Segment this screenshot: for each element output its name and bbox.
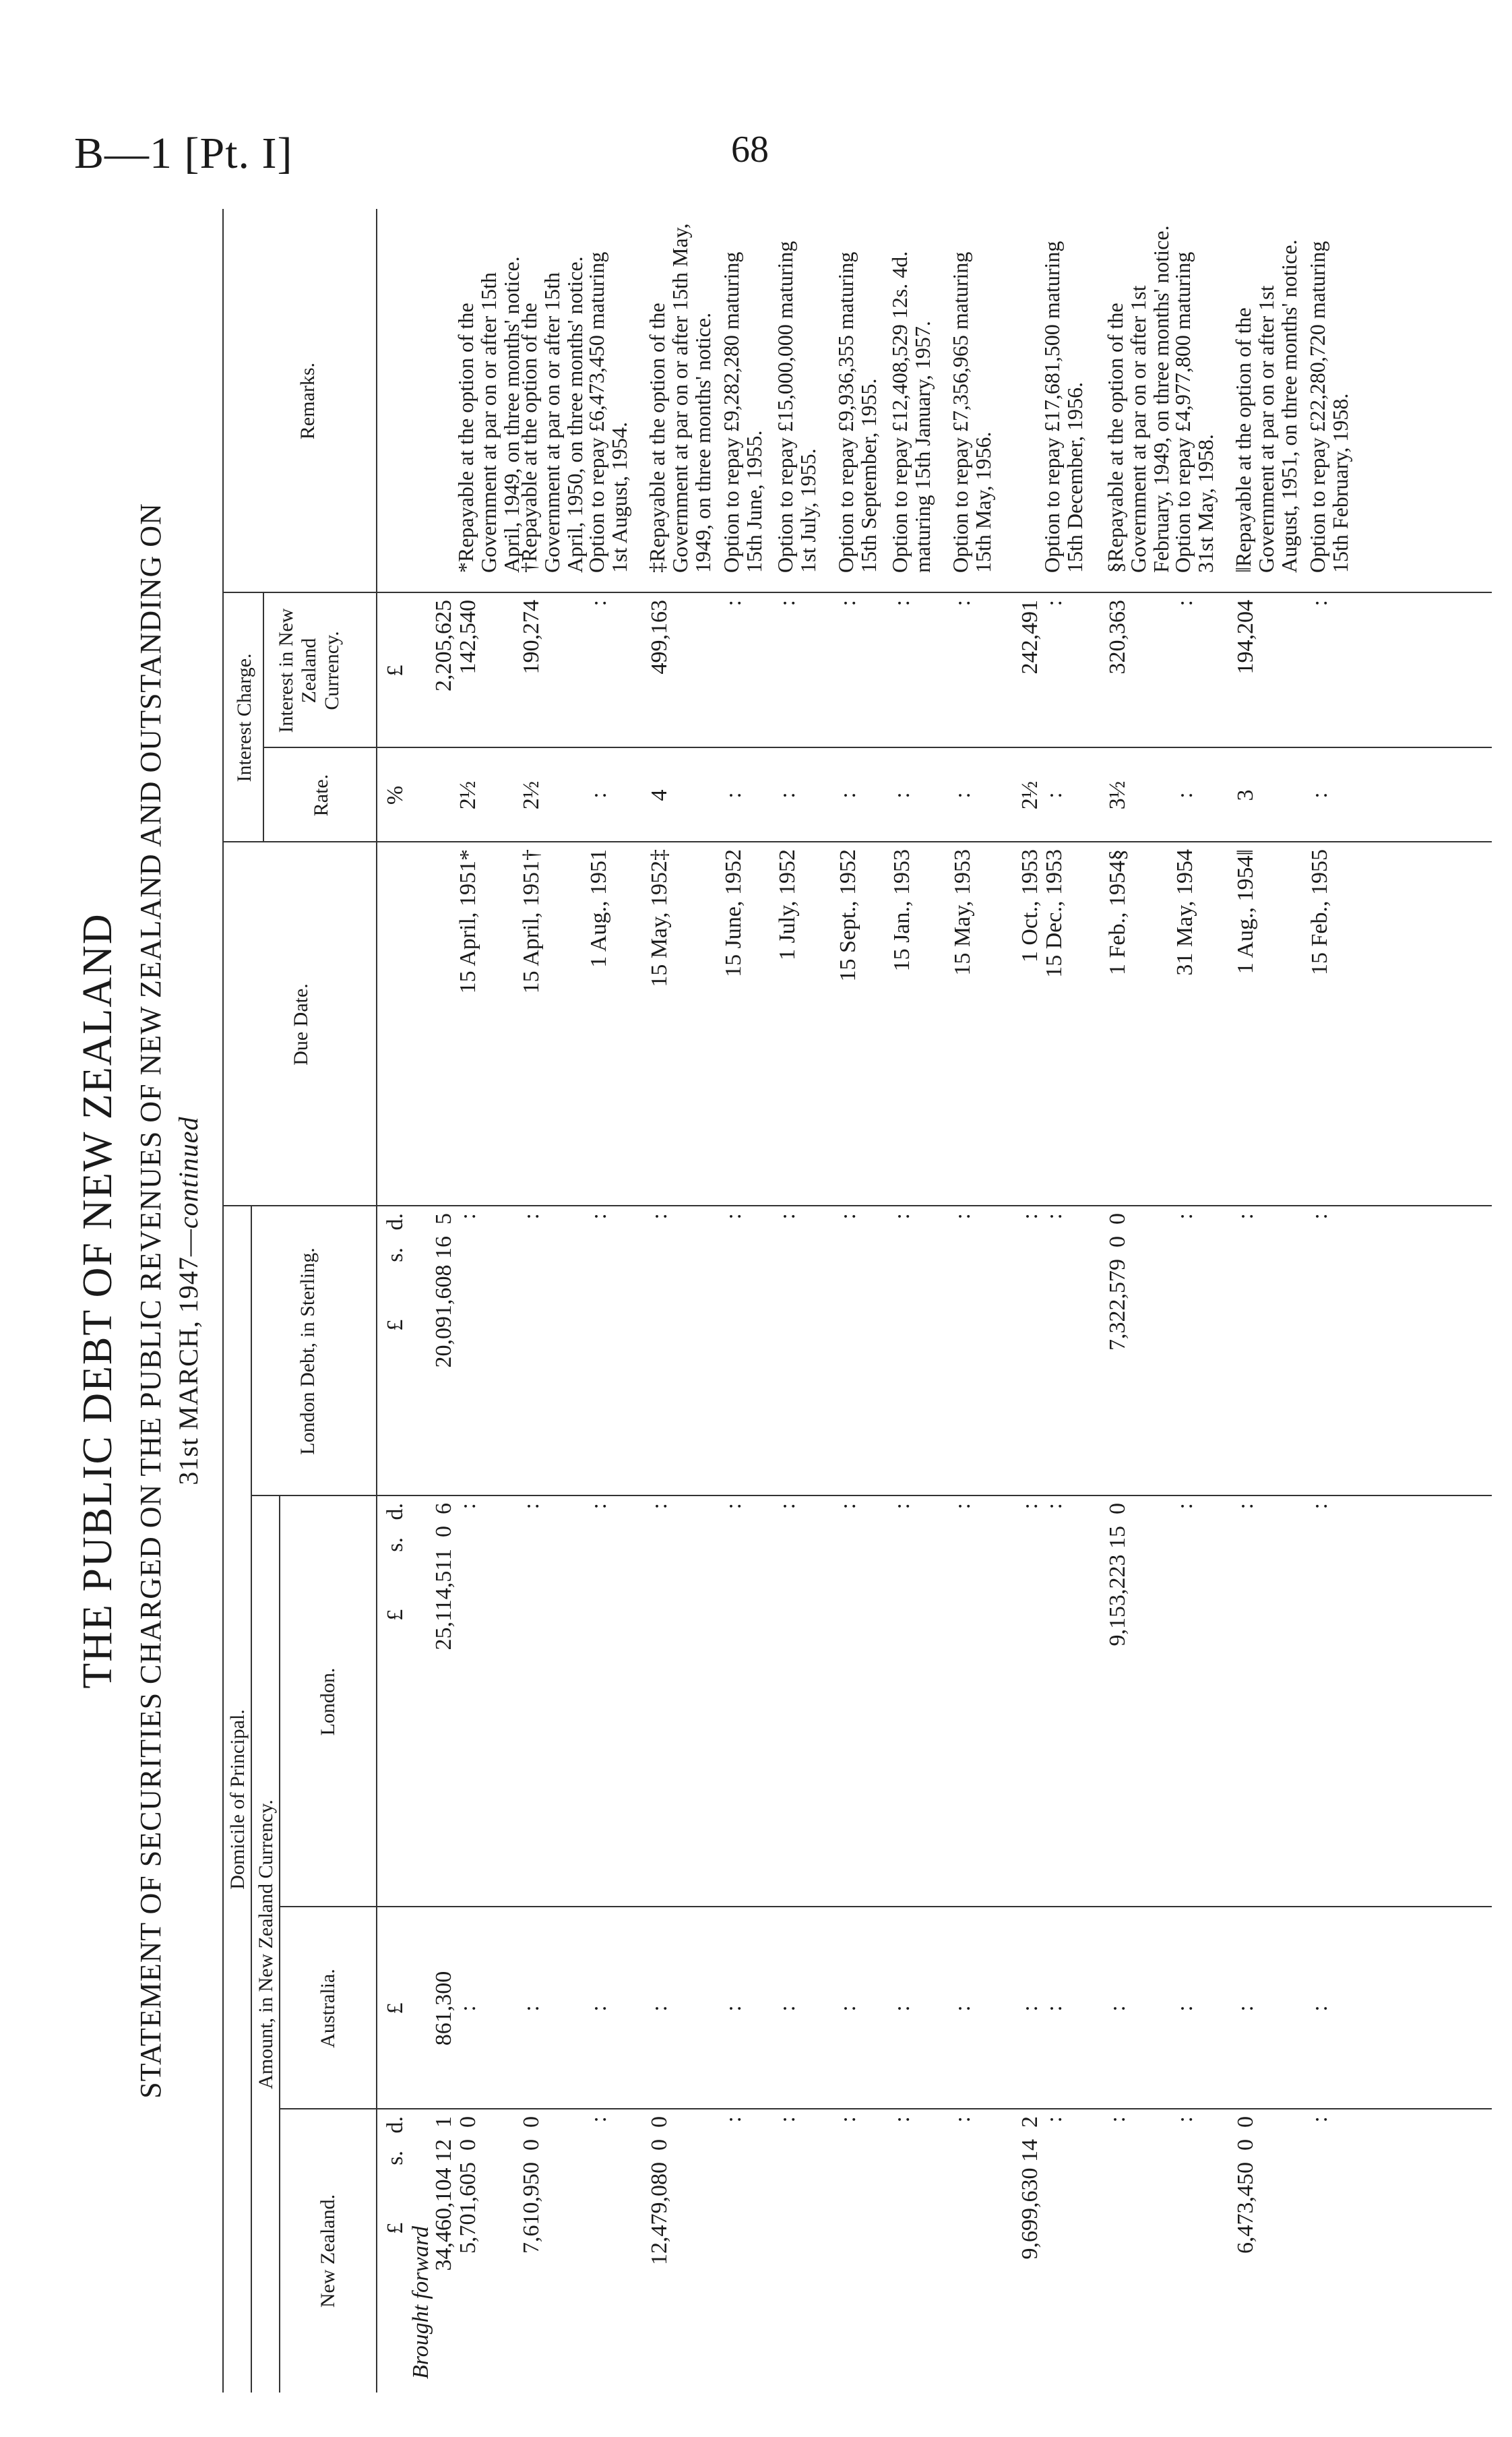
cell-lon: : <box>950 1503 975 1510</box>
cell-rate: 2½ <box>1017 780 1042 810</box>
header-remarks: Remarks. <box>296 362 319 440</box>
cell-nz: : <box>775 2116 800 2123</box>
cell-int: : <box>1307 600 1332 607</box>
cell-due: 15 Dec., 1953 <box>1042 849 1067 978</box>
cell-int: : <box>836 600 860 607</box>
cell-ld: : <box>836 1213 860 1220</box>
cell-lon: : <box>836 1503 860 1510</box>
cell-au: : <box>836 2005 860 2012</box>
units-int: £ <box>383 665 408 677</box>
cell-nz: 34,460,104 12 1 <box>431 2116 456 2271</box>
cell-lon: : <box>519 1503 544 1510</box>
cell-due: 1 July, 1952 <box>775 849 800 960</box>
cell-ld: : <box>647 1213 672 1220</box>
cell-au: : <box>1307 2005 1332 2012</box>
cell-rate: : <box>586 792 611 799</box>
cell-int: 142,540 <box>455 600 480 675</box>
page-title: THE PUBLIC DEBT OF NEW ZEALAND <box>75 913 121 1689</box>
cell-nz: 9,699,630 14 2 <box>1017 2116 1042 2260</box>
cell-nz: : <box>721 2116 746 2123</box>
cell-au: : <box>721 2005 746 2012</box>
page-number: 68 <box>731 129 769 171</box>
cell-rate: : <box>889 792 914 799</box>
cell-lon: : <box>586 1503 611 1510</box>
cell-au: : <box>1233 2005 1258 2012</box>
cell-au: : <box>1042 2005 1067 2012</box>
cell-int: 194,204 <box>1233 600 1258 675</box>
cell-lon: 9,153,223 15 0 <box>1105 1503 1130 1646</box>
cell-nz: : <box>889 2116 914 2123</box>
cell-rate: : <box>1042 792 1067 799</box>
cell-ld: : <box>1042 1213 1067 1220</box>
cell-au: : <box>647 2005 672 2012</box>
cell-rate: 2½ <box>519 780 544 810</box>
cell-due: 31 May, 1954 <box>1172 849 1197 976</box>
header-domicile: Domicile of Principal. <box>226 1709 249 1890</box>
cell-rate: : <box>721 792 746 799</box>
cell-au: : <box>1105 2005 1130 2012</box>
cell-remarks: *Repayable at the option of the Government at par on or after 15th April, 1949, on three months' notice. <box>453 256 524 573</box>
cell-nz: 7,610,950 0 0 <box>519 2116 544 2254</box>
cell-ld: 20,091,608 16 5 <box>431 1213 456 1368</box>
cell-remarks: Option to repay £4,977,800 maturing 31st May, 1958. <box>1170 251 1218 573</box>
cell-int: : <box>721 600 746 607</box>
cell-lon: : <box>1307 1503 1332 1510</box>
header-london-debt: London Debt, in Sterling. <box>296 1247 319 1455</box>
cell-due: 15 May, 1953 <box>950 849 975 976</box>
cell-rate: : <box>1172 792 1197 799</box>
cell-int: : <box>586 600 611 607</box>
cell-lon: : <box>775 1503 800 1510</box>
interest-rule <box>263 593 264 842</box>
cell-remarks: Option to repay £22,280,720 maturing 15th February, 1958. <box>1305 241 1352 573</box>
table-header-rule <box>376 209 377 2393</box>
cell-au: : <box>519 2005 544 2012</box>
cell-ld: : <box>519 1213 544 1220</box>
cell-due: 1 Oct., 1953 <box>1017 849 1042 963</box>
units-lon: £ s. d. <box>383 1503 408 1621</box>
cell-remarks: Option to repay £9,282,280 maturing 15th June, 1955. <box>719 251 766 573</box>
cell-ld: : <box>1017 1213 1042 1220</box>
cell-remarks: †Repayable at the option of the Government at par on or after 15th April, 1950, on three months' notice. <box>517 256 587 573</box>
cell-lon: : <box>889 1503 914 1510</box>
cell-remarks: §Repayable at the option of the Government at par on or after 1st February, 1949, on three months' notice. <box>1103 225 1173 573</box>
cell-ld: : <box>1172 1213 1197 1220</box>
cell-au: : <box>775 2005 800 2012</box>
cell-remarks: ‡Repayable at the option of the Government at par on or after 15th May, 1949, on three months' notice. <box>645 223 715 573</box>
cell-au: : <box>1172 2005 1197 2012</box>
cell-remarks: Option to repay £7,356,965 maturing 15th May, 1956. <box>948 251 995 573</box>
cell-rate: : <box>950 792 975 799</box>
cell-rate: : <box>775 792 800 799</box>
cell-rate: : <box>1307 792 1332 799</box>
cell-lon: : <box>647 1503 672 1510</box>
cell-due: 1 Feb., 1954§ <box>1105 849 1130 975</box>
cell-int: 190,274 <box>519 600 544 675</box>
cell-ld: : <box>950 1213 975 1220</box>
header-amount-nz: Amount, in New Zealand Currency. <box>255 1799 277 2089</box>
cell-int: 320,363 <box>1105 600 1130 675</box>
cell-ld: : <box>1233 1213 1258 1220</box>
units-au: £ <box>383 2002 408 2014</box>
header-australia: Australia. <box>317 1969 339 2048</box>
table-top-rule <box>222 209 224 2393</box>
cell-lon: : <box>1017 1503 1042 1510</box>
brought-forward: Brought forward <box>408 2225 433 2379</box>
col-rule-4 <box>222 1205 1492 1206</box>
cell-due: 15 June, 1952 <box>721 849 746 977</box>
cell-due: 15 May, 1952‡ <box>647 849 672 987</box>
units-rate: % <box>383 785 408 805</box>
cell-au: : <box>455 2005 480 2012</box>
cell-lon: : <box>1233 1503 1258 1510</box>
header-interest-charge: Interest Charge. <box>233 653 255 782</box>
cell-rate: 3 <box>1233 789 1258 801</box>
col-rule-7 <box>222 592 1492 593</box>
header-new-zealand: New Zealand. <box>317 2194 339 2308</box>
cell-ld: : <box>889 1213 914 1220</box>
cell-nz: : <box>1172 2116 1197 2123</box>
cell-int: 242,491 <box>1017 600 1042 675</box>
cell-due: 15 April, 1951* <box>455 849 480 994</box>
cell-nz: : <box>1105 2116 1130 2123</box>
cell-rate: 4 <box>647 789 672 801</box>
cell-nz: : <box>950 2116 975 2123</box>
header-london: London. <box>317 1667 339 1736</box>
domicile-rule <box>251 1206 252 2393</box>
cell-remarks: Option to repay £17,681,500 maturing 15th December, 1956. <box>1040 241 1087 573</box>
cell-au: : <box>1017 2005 1042 2012</box>
cell-nz: 6,473,450 0 0 <box>1233 2116 1258 2254</box>
cell-remarks: Option to repay £9,936,355 maturing 15th September, 1955. <box>833 251 881 573</box>
cell-nz: : <box>1042 2116 1067 2123</box>
cell-lon: 25,114,511 0 6 <box>431 1503 456 1651</box>
cell-rate: : <box>836 792 860 799</box>
header-rate: Rate. <box>310 774 332 817</box>
header-interest-nz: Interest in New Zealand Currency. <box>275 608 343 733</box>
cell-lon: : <box>1042 1503 1067 1510</box>
cell-int: : <box>889 600 914 607</box>
page-code: B—1 [Pt. I] <box>74 129 293 178</box>
amount-rule <box>279 1496 280 2393</box>
cell-remarks: Option to repay £12,408,529 12s. 4d. maturing 15th January, 1957. <box>887 251 935 573</box>
cell-ld: : <box>455 1213 480 1220</box>
cell-lon: : <box>455 1503 480 1510</box>
header-due-date: Due Date. <box>290 983 312 1066</box>
statement-table-rotated <box>74 209 1503 2393</box>
cell-nz: : <box>1307 2116 1332 2123</box>
cell-rate: 3½ <box>1105 780 1130 810</box>
cell-nz: : <box>586 2116 611 2123</box>
cell-lon: : <box>721 1503 746 1510</box>
cell-int: : <box>1042 600 1067 607</box>
statement-date: 31st MARCH, 1947—continued <box>173 1116 203 1485</box>
cell-int: : <box>775 600 800 607</box>
cell-lon: : <box>1172 1503 1197 1510</box>
units-ld: £ s. d. <box>383 1213 408 1331</box>
cell-rate: 2½ <box>455 780 480 810</box>
cell-due: 15 April, 1951† <box>519 849 544 994</box>
cell-au: : <box>586 2005 611 2012</box>
cell-ld: 7,322,579 0 0 <box>1105 1213 1130 1351</box>
cell-ld: : <box>721 1213 746 1220</box>
cell-au: 861,300 <box>431 1971 456 2046</box>
cell-int: 2,205,625 <box>431 600 456 691</box>
cell-nz: : <box>836 2116 860 2123</box>
cell-int: : <box>1172 600 1197 607</box>
cell-due: 15 Feb., 1955 <box>1307 849 1332 975</box>
cell-ld: : <box>586 1213 611 1220</box>
cell-au: : <box>889 2005 914 2012</box>
cell-due: 1 Aug., 1954‖ <box>1233 849 1258 975</box>
cell-au: : <box>950 2005 975 2012</box>
cell-due: 15 Sept., 1952 <box>836 849 860 982</box>
cell-ld: : <box>1307 1213 1332 1220</box>
cell-ld: : <box>775 1213 800 1220</box>
units-nz: £ s. d. <box>383 2116 408 2234</box>
cell-due: 15 Jan., 1953 <box>889 849 914 972</box>
cell-int: 499,163 <box>647 600 672 675</box>
cell-due: 1 Aug., 1951 <box>586 849 611 968</box>
cell-int: : <box>950 600 975 607</box>
statement-subtitle: STATEMENT OF SECURITIES CHARGED ON THE PUBLIC REVENUES OF NEW ZEALAND AND OUTSTANDING ON <box>134 503 167 2099</box>
cell-remarks: ‖Repayable at the option of the Government at par on or after 1st August, 1951, on three months' notice. <box>1231 239 1301 573</box>
cell-nz: 12,479,080 0 0 <box>647 2116 672 2265</box>
cell-nz: 5,701,605 0 0 <box>455 2116 480 2254</box>
cell-remarks: Option to repay £6,473,450 maturing 1st August, 1954. <box>584 251 631 573</box>
cell-remarks: Option to repay £15,000,000 maturing 1st July, 1955. <box>773 241 820 573</box>
